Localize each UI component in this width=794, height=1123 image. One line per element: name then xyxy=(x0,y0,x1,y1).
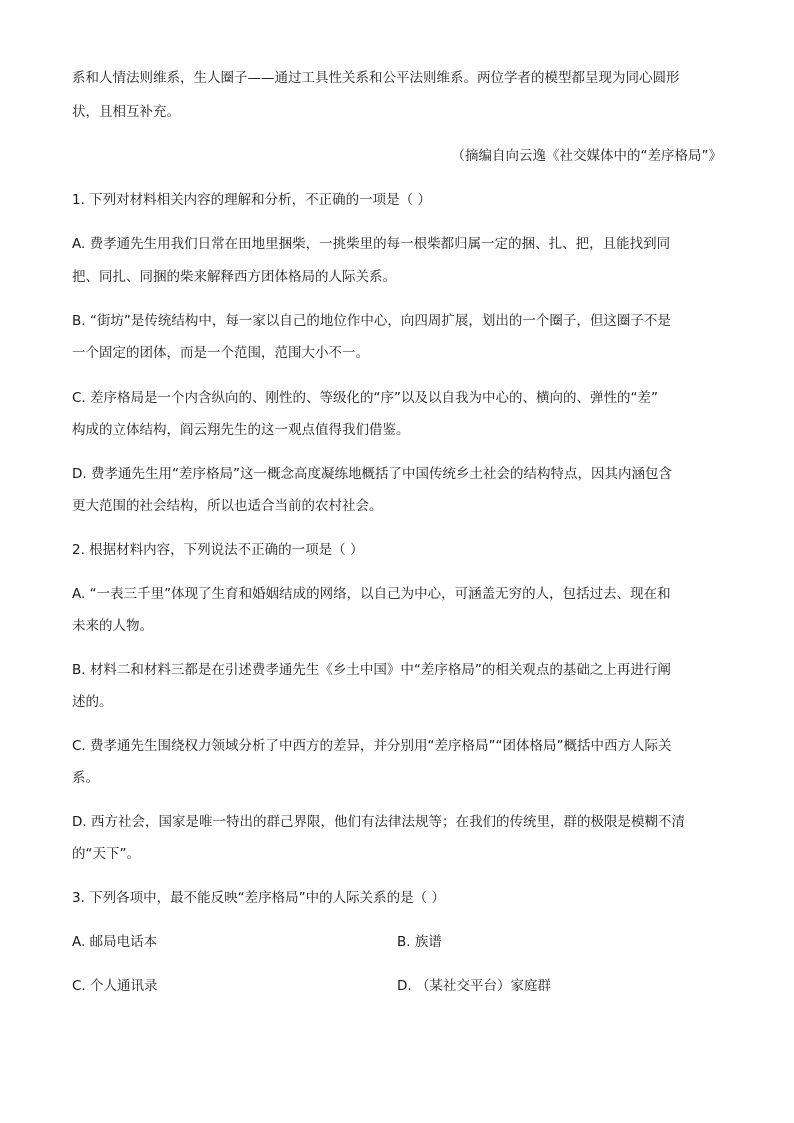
q2-option-c-line-2: 系。 xyxy=(72,770,99,786)
q3-option-a: A. 邮局电话本 xyxy=(72,934,158,950)
intro-line-2: 状，且相互补充。 xyxy=(72,104,180,120)
q1-option-d-line-2: 更大范围的社会结构，所以也适合当前的农村社会。 xyxy=(72,498,383,514)
q1-option-d-line-1: D. 费孝通先生用“差序格局”这一概念高度凝练地概括了中国传统乡土社会的结构特点，因其内涵包含 xyxy=(72,466,672,482)
q2-option-a-line-1: A. “一表三千里”体现了生育和婚姻结成的网络，以自己为中心，可涵盖无穷的人，包括过去、现在和 xyxy=(72,586,671,602)
question-3-stem: 3. 下列各项中，最不能反映“差序格局”中的人际关系的是（ ） xyxy=(72,890,445,906)
q1-option-a-line-1: A. 费孝通先生用我们日常在田地里捆柴，一挑柴里的每一根柴都归属一定的捆、扎、把，且能找到同 xyxy=(72,236,671,252)
q2-option-d-line-1: D. 西方社会，国家是唯一特出的群己界限，他们有法律法规等；在我们的传统里，群的极限是模糊不清 xyxy=(72,814,685,830)
q2-option-b-line-1: B. 材料二和材料三都是在引述费孝通先生《乡土中国》中“差序格局”的相关观点的基础之上再进行阐 xyxy=(72,662,671,678)
q1-option-a-line-2: 把、同扎、同捆的柴来解释西方团体格局的人际关系。 xyxy=(72,269,396,285)
source-citation: （摘编自向云逸《社交媒体中的“差序格局”》 xyxy=(451,148,722,164)
q1-option-c-line-1: C. 差序格局是一个内含纵向的、刚性的、等级化的“序”以及以自我为中心的、横向的、弹性的“差” xyxy=(72,390,658,406)
q3-option-d: D. （某社交平台）家庭群 xyxy=(397,978,551,994)
q1-option-b-line-1: B. “街坊”是传统结构中，每一家以自己的地位作中心，向四周扩展，划出的一个圈子，但这圈子不是 xyxy=(72,313,671,329)
q2-option-b-line-2: 述的。 xyxy=(72,694,113,710)
q3-option-c: C. 个人通讯录 xyxy=(72,978,158,994)
question-1-stem: 1. 下列对材料相关内容的理解和分析，不正确的一项是（ ） xyxy=(72,192,431,208)
q2-option-d-line-2: 的“天下”。 xyxy=(72,846,140,862)
q2-option-a-line-2: 未来的人物。 xyxy=(72,618,153,634)
q2-option-c-line-1: C. 费孝通先生围绕权力领域分析了中西方的差异，并分别用“差序格局”“团体格局”概括中西方人际关 xyxy=(72,738,672,754)
q1-option-c-line-2: 构成的立体结构，阎云翔先生的这一观点值得我们借鉴。 xyxy=(72,422,410,438)
question-2-stem: 2. 根据材料内容，下列说法不正确的一项是（ ） xyxy=(72,542,364,558)
q3-option-b: B. 族谱 xyxy=(397,934,442,950)
q1-option-b-line-2: 一个固定的团体，而是一个范围，范围大小不一。 xyxy=(72,345,369,361)
intro-line-1: 系和人情法则维系，生人圈子——通过工具性关系和公平法则维系。两位学者的模型都呈现为同心圆形 xyxy=(72,70,680,86)
